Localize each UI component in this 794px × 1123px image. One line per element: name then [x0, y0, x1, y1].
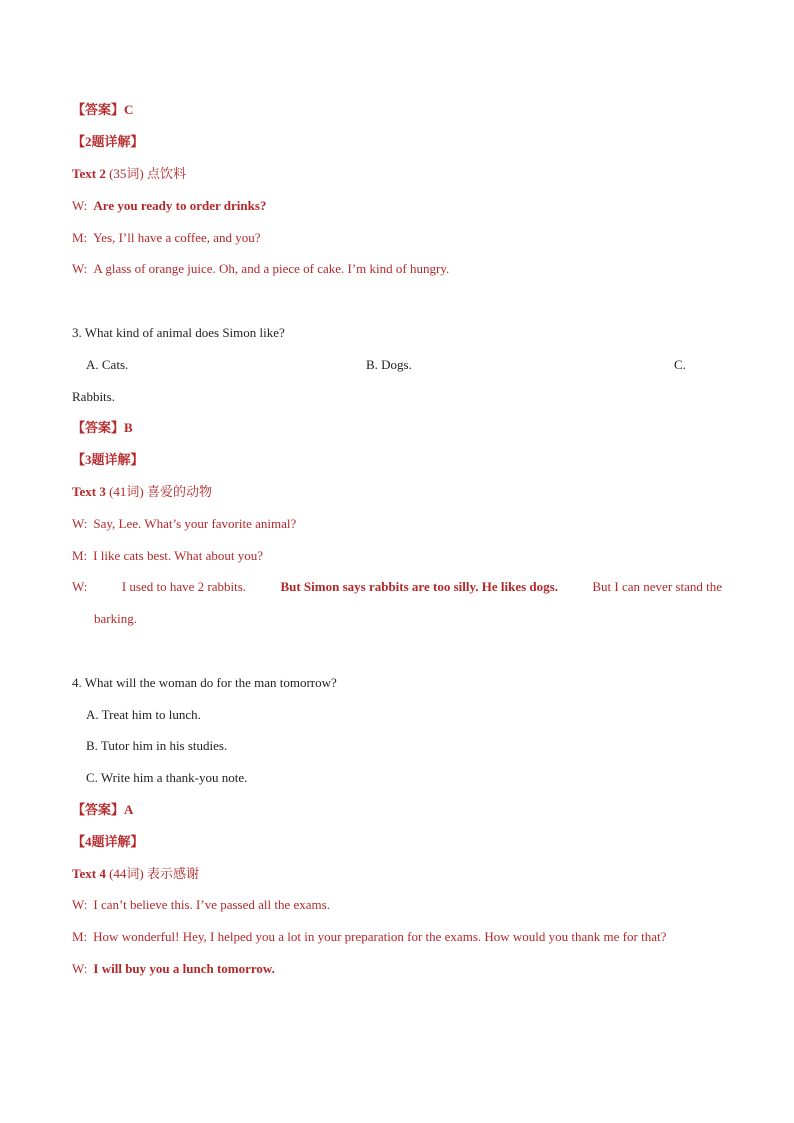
text-meta: (41词) 喜爱的动物	[109, 484, 212, 499]
text-title: Text 2	[72, 166, 106, 181]
q3-option-c-letter: C.	[674, 357, 686, 372]
q3-option-c-text: Rabbits.	[72, 389, 115, 404]
q4-answer	[72, 801, 133, 819]
dialogue-text-bold: But Simon says rabbits are too silly. He likes dogs.	[280, 579, 558, 594]
text-title: Text 3	[72, 484, 106, 499]
q3-dialogue-line-1	[72, 515, 296, 533]
q3-dialogue-line-3	[72, 571, 722, 635]
text-title: Text 4	[72, 866, 106, 881]
q4-option-c: C. Write him a thank-you note.	[86, 770, 248, 785]
dialogue-text: I will buy you a lunch tomorrow.	[93, 961, 275, 976]
dialogue-text: Yes, I’ll have a coffee, and you?	[93, 230, 261, 245]
q2-dialogue-line-2	[72, 229, 261, 247]
q3-text-title	[72, 483, 212, 501]
detail-label: 【4题详解】	[72, 834, 144, 849]
q3-option-a: A. Cats.	[86, 357, 129, 372]
detail-label: 【2题详解】	[72, 134, 144, 149]
dialogue-text: A glass of orange juice. Oh, and a piece of cake. I’m kind of hungry.	[93, 261, 450, 276]
q2-dialogue-line-1	[72, 197, 266, 215]
answer-value: C	[124, 102, 134, 117]
dialogue-text: How wonderful! Hey, I helped you a lot in your preparation for the exams. How would you thank me for that?	[93, 929, 667, 944]
speaker: W:	[72, 516, 88, 531]
q4-detail-heading	[72, 833, 144, 851]
q4-question: 4. What will the woman do for the man tomorrow?	[72, 675, 337, 690]
speaker: W:	[72, 198, 88, 213]
q2-answer	[72, 101, 133, 119]
dialogue-text: I like cats best. What about you?	[93, 548, 263, 563]
speaker: M:	[72, 230, 88, 245]
dialogue-first-line	[72, 571, 722, 603]
dialogue-text: Are you ready to order drinks?	[93, 198, 267, 213]
speaker: W:	[72, 897, 88, 912]
speaker: M:	[72, 548, 88, 563]
q4-dialogue-line-2	[72, 928, 666, 946]
q4-text-title	[72, 865, 199, 883]
speaker: W:	[72, 579, 88, 594]
dialogue-text-part1: I used to have 2 rabbits.	[121, 579, 247, 594]
answer-label: 【答案】	[72, 102, 125, 117]
speaker: W:	[72, 961, 88, 976]
q3-dialogue-line-2	[72, 547, 263, 565]
q2-dialogue-line-3	[72, 260, 449, 278]
text-meta: (35词) 点饮料	[109, 166, 186, 181]
answer-value: B	[124, 420, 133, 435]
dialogue-text: Say, Lee. What’s your favorite animal?	[93, 516, 297, 531]
dialogue-text: I can’t believe this. I’ve passed all the exams.	[93, 897, 330, 912]
answer-label: 【答案】	[72, 420, 125, 435]
q3-question: 3. What kind of animal does Simon like?	[72, 325, 285, 340]
dialogue-continuation: barking.	[94, 611, 137, 626]
speaker: W:	[72, 261, 88, 276]
q2-detail-heading	[72, 133, 144, 151]
q4-dialogue-line-1	[72, 896, 330, 914]
q3-answer	[72, 419, 133, 437]
q2-text-title	[72, 165, 186, 183]
q4-option-a: A. Treat him to lunch.	[86, 707, 201, 722]
answer-value: A	[124, 802, 134, 817]
q4-dialogue-line-3	[72, 960, 275, 978]
answer-label: 【答案】	[72, 802, 125, 817]
detail-label: 【3题详解】	[72, 452, 144, 467]
speaker: M:	[72, 929, 88, 944]
dialogue-text-part3: But I can never stand the	[592, 579, 722, 594]
q3-option-b: B. Dogs.	[366, 357, 412, 372]
text-meta: (44词) 表示感谢	[109, 866, 199, 881]
q4-option-b: B. Tutor him in his studies.	[86, 738, 228, 753]
q3-detail-heading	[72, 451, 144, 469]
